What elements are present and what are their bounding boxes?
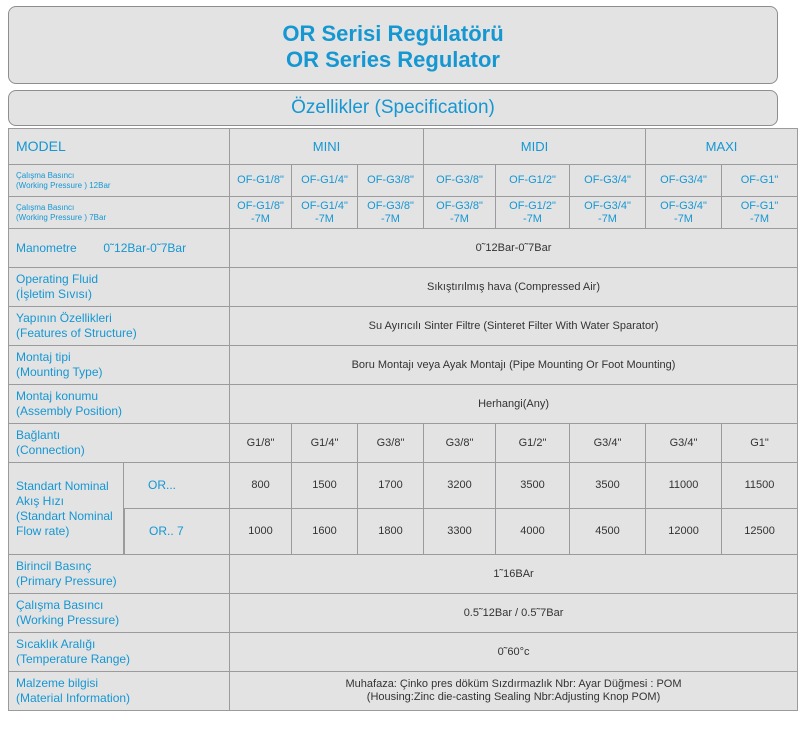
model-code-cell: OF-G1/8" (230, 165, 292, 197)
flow-rate-cell: 3200 (424, 463, 496, 509)
manometre-label: Manometre 0˜12Bar-0˜7Bar (8, 229, 230, 268)
model-group-midi: MIDI (424, 128, 646, 165)
working-pressure-label: Çalışma Basıncı (Working Pressure) (8, 594, 230, 633)
flow-rate-label: Standart Nominal Akış Hızı (Standart Nominal Flow rate) (8, 463, 124, 555)
connection-cell: G1" (722, 424, 798, 463)
flow-rate-cell: 3500 (496, 463, 570, 509)
flow-rate-cell: 1000 (230, 509, 292, 555)
assembly-position-value: Herhangi(Any) (230, 385, 798, 424)
flow-rate-row (8, 509, 798, 555)
flow-rate-cell: 1500 (292, 463, 358, 509)
structure-row (8, 307, 798, 346)
specification-header-panel (8, 90, 778, 126)
working-pressure-12-label: Çalışma Basıncı (Working Pressure ) 12Bar (8, 165, 230, 197)
material-label: Malzeme bilgisi (Material Information) (8, 672, 230, 711)
primary-pressure-label: Birincil Basınç (Primary Pressure) (8, 555, 230, 594)
assembly-position-row (8, 385, 798, 424)
specification-table (8, 128, 798, 711)
connection-cell: G3/8" (424, 424, 496, 463)
flow-rate-cell: 11000 (646, 463, 722, 509)
primary-pressure-value: 1˜16BAr (230, 555, 798, 594)
material-value: Muhafaza: Çinko pres döküm Sızdırmazlık Nbr: Ayar Düğmesi : POM (Housing:Zinc die-casting Sealing Nbr:Adjusting Knop POM) (230, 672, 798, 711)
flow-rate-model-or7: OR.. 7 (124, 509, 230, 555)
connection-cell: G3/8" (358, 424, 424, 463)
connection-cell: G1/8" (230, 424, 292, 463)
model-code-cell: OF-G3/4" -7M (570, 197, 646, 229)
title-english: OR Series Regulator (286, 47, 500, 72)
connection-row (8, 424, 798, 463)
model-code-cell: OF-G3/8" -7M (358, 197, 424, 229)
title-panel (8, 6, 778, 84)
flow-rate-cell: 12000 (646, 509, 722, 555)
model-code-cell: OF-G3/4" (570, 165, 646, 197)
connection-cell: G3/4" (570, 424, 646, 463)
primary-pressure-row (8, 555, 798, 594)
connection-cell: G3/4" (646, 424, 722, 463)
model-code-cell: OF-G1/4" -7M (292, 197, 358, 229)
working-pressure-12-row (8, 165, 798, 197)
material-row (8, 672, 798, 711)
model-code-cell: OF-G3/8" -7M (424, 197, 496, 229)
title-turkish: OR Serisi Regülatörü (282, 21, 504, 46)
model-row (8, 128, 798, 165)
connection-label: Bağlantı (Connection) (8, 424, 230, 463)
mounting-type-label: Montaj tipi (Mounting Type) (8, 346, 230, 385)
operating-fluid-label: Operating Fluid (İşletim Sıvısı) (8, 268, 230, 307)
temperature-label: Sıcaklık Aralığı (Temperature Range) (8, 633, 230, 672)
operating-fluid-row (8, 268, 798, 307)
model-code-cell: OF-G1/8" -7M (230, 197, 292, 229)
connection-cell: G1/4" (292, 424, 358, 463)
flow-rate-cell: 4000 (496, 509, 570, 555)
flow-rate-cell: 800 (230, 463, 292, 509)
model-group-mini: MINI (230, 128, 424, 165)
flow-rate-row (8, 463, 798, 509)
manometre-value: 0˜12Bar-0˜7Bar (230, 229, 798, 268)
flow-rate-cell: 1700 (358, 463, 424, 509)
flow-rate-cell: 1800 (358, 509, 424, 555)
flow-rate-cell: 1600 (292, 509, 358, 555)
mounting-type-row (8, 346, 798, 385)
operating-fluid-value: Sıkıştırılmış hava (Compressed Air) (230, 268, 798, 307)
structure-label: Yapının Özellikleri (Features of Structure) (8, 307, 230, 346)
model-group-maxi: MAXI (646, 128, 798, 165)
flow-rate-cell: 11500 (722, 463, 798, 509)
working-pressure-value: 0.5˜12Bar / 0.5˜7Bar (230, 594, 798, 633)
model-code-cell: OF-G3/8" (358, 165, 424, 197)
model-label: MODEL (8, 128, 230, 165)
flow-rate-model-or: OR... (124, 463, 230, 509)
connection-cell: G1/2" (496, 424, 570, 463)
flow-rate-cell: 3500 (570, 463, 646, 509)
working-pressure-row (8, 594, 798, 633)
flow-rate-cell: 3300 (424, 509, 496, 555)
flow-rate-cell: 4500 (570, 509, 646, 555)
model-code-cell: OF-G1/4" (292, 165, 358, 197)
working-pressure-7-row (8, 197, 798, 229)
mounting-type-value: Boru Montajı veya Ayak Montajı (Pipe Mounting Or Foot Mounting) (230, 346, 798, 385)
model-code-cell: OF-G3/4" -7M (646, 197, 722, 229)
model-code-cell: OF-G1/2" (496, 165, 570, 197)
model-code-cell: OF-G3/8" (424, 165, 496, 197)
model-code-cell: OF-G1" -7M (722, 197, 798, 229)
assembly-position-label: Montaj konumu (Assembly Position) (8, 385, 230, 424)
manometre-row (8, 229, 798, 268)
structure-value: Su Ayırıcılı Sinter Filtre (Sinteret Filter With Water Sparator) (230, 307, 798, 346)
model-code-cell: OF-G1" (722, 165, 798, 197)
flow-rate-cell: 12500 (722, 509, 798, 555)
model-code-cell: OF-G1/2" -7M (496, 197, 570, 229)
model-code-cell: OF-G3/4" (646, 165, 722, 197)
specification-header: Özellikler (Specification) (291, 97, 495, 118)
working-pressure-7-label: Çalışma Basıncı (Working Pressure ) 7Bar (8, 197, 230, 229)
temperature-value: 0˜60°c (230, 633, 798, 672)
temperature-row (8, 633, 798, 672)
